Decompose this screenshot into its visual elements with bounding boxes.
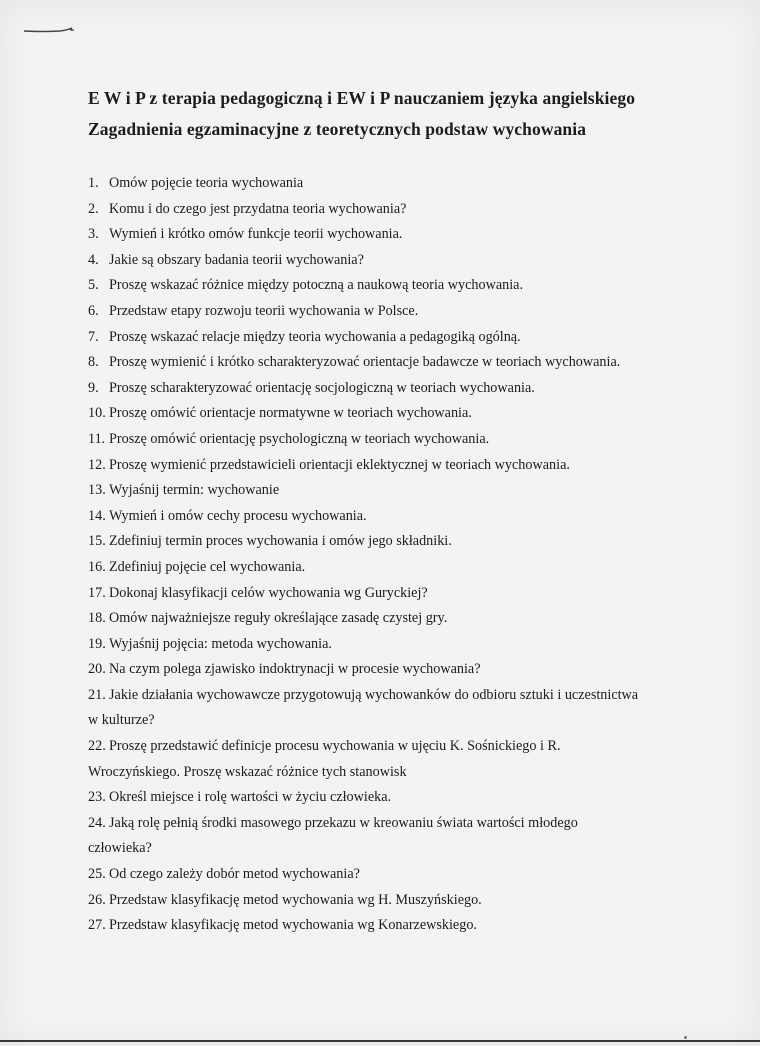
question-text: Przedstaw klasyfikację metod wychowania wg H. Muszyńskiego. xyxy=(109,891,482,908)
question-text: Zdefiniuj pojęcie cel wychowania. xyxy=(109,558,306,575)
question-text: Przedstaw klasyfikację metod wychowania wg Konarzewskiego. xyxy=(109,917,477,934)
question-number: 9. xyxy=(88,379,99,396)
question-text: Dokonaj klasyfikacji celów wychowania wg Guryckiej? xyxy=(109,584,428,601)
question-item xyxy=(88,401,678,427)
question-text: Proszę wymienić przedstawicieli orientacji eklektycznej w teoriach wychowania. xyxy=(109,456,570,473)
question-item xyxy=(88,581,678,607)
question-text: Określ miejsce i rolę wartości w życiu człowieka. xyxy=(109,789,392,806)
question-text: Na czym polega zjawisko indoktrynacji w procesie wychowania? xyxy=(109,661,481,678)
question-text: Komu i do czego jest przydatna teoria wychowania? xyxy=(109,200,407,217)
question-item xyxy=(88,555,678,581)
question-item xyxy=(88,504,678,530)
question-item xyxy=(88,862,678,888)
question-text: Zdefiniuj termin proces wychowania i omów jego składniki. xyxy=(109,533,452,550)
question-number: 8. xyxy=(88,354,99,371)
question-text: Wymień i krótko omów funkcje teorii wychowania. xyxy=(109,226,403,243)
question-text-continuation: Wroczyńskiego. Proszę wskazać różnice tych stanowisk xyxy=(88,763,407,780)
question-item xyxy=(88,350,678,376)
question-number: 17. xyxy=(88,584,106,601)
question-text: Omów pojęcie teoria wychowania xyxy=(109,175,304,191)
question-number: 26. xyxy=(88,891,106,908)
question-number: 3. xyxy=(88,226,99,243)
question-number: 16. xyxy=(88,558,106,575)
question-text: Proszę scharakteryzować orientację socjologiczną w teoriach wychowania. xyxy=(109,379,535,396)
question-number: 14. xyxy=(88,507,106,524)
question-number: 27. xyxy=(88,917,106,934)
question-text: Omów najważniejsze reguły określające zasadę czystej gry. xyxy=(109,610,448,627)
question-number: 23. xyxy=(88,789,106,806)
question-item xyxy=(88,785,678,811)
question-list xyxy=(88,171,678,939)
question-text: Wyjaśnij pojęcia: metoda wychowania. xyxy=(109,635,332,652)
pen-mark xyxy=(22,22,78,36)
question-item xyxy=(88,222,678,248)
question-number: 13. xyxy=(88,482,106,499)
question-item xyxy=(88,171,678,197)
question-number: 19. xyxy=(88,635,106,652)
question-number: 20. xyxy=(88,661,106,678)
question-text: Proszę przedstawić definicje procesu wychowania w ujęciu K. Sośnickiego i R. xyxy=(109,738,561,755)
question-item xyxy=(88,529,678,555)
question-number: 18. xyxy=(88,610,106,627)
question-number: 10. xyxy=(88,405,106,422)
document-subtitle: Zagadnienia egzaminacyjne z teoretycznych podstaw wychowania xyxy=(88,119,587,139)
question-number: 5. xyxy=(88,277,99,294)
page-bottom-edge xyxy=(0,1040,760,1042)
question-item xyxy=(88,888,678,914)
question-number: 2. xyxy=(88,200,99,217)
question-number: 6. xyxy=(88,302,99,319)
question-item xyxy=(88,734,678,785)
question-number: 1. xyxy=(88,175,99,191)
question-text: Proszę omówić orientację psychologiczną w teoriach wychowania. xyxy=(109,430,490,447)
question-number: 11. xyxy=(88,430,106,447)
question-item xyxy=(88,427,678,453)
question-item xyxy=(88,478,678,504)
question-item xyxy=(88,325,678,351)
question-text-continuation: w kulturze? xyxy=(88,712,155,729)
question-text: Wymień i omów cechy procesu wychowania. xyxy=(109,507,367,524)
question-text: Proszę wskazać różnice między potoczną a naukową teoria wychowania. xyxy=(109,277,524,294)
question-item xyxy=(88,197,678,223)
question-item xyxy=(88,248,678,274)
question-number: 24. xyxy=(88,814,106,831)
question-number: 7. xyxy=(88,328,99,345)
question-text-continuation: człowieka? xyxy=(88,840,152,857)
question-number: 12. xyxy=(88,456,106,473)
document-title: E W i P z terapia pedagogiczną i EW i P nauczaniem języka angielskiego xyxy=(88,88,636,108)
question-item xyxy=(88,376,678,402)
question-number: 25. xyxy=(88,866,106,883)
question-item xyxy=(88,453,678,479)
question-number: 15. xyxy=(88,533,106,550)
question-item xyxy=(88,632,678,658)
question-text: Od czego zależy dobór metod wychowania? xyxy=(109,866,360,883)
question-text: Przedstaw etapy rozwoju teorii wychowania w Polsce. xyxy=(109,302,419,319)
question-item xyxy=(88,657,678,683)
question-text: Proszę wskazać relacje między teoria wychowania a pedagogiką ogólną. xyxy=(109,328,521,345)
question-number: 22. xyxy=(88,738,106,755)
question-item xyxy=(88,299,678,325)
question-text: Jaką rolę pełnią środki masowego przekazu w kreowaniu świata wartości młodego xyxy=(109,814,578,831)
question-text: Proszę omówić orientacje normatywne w teoriach wychowania. xyxy=(109,405,472,422)
question-item xyxy=(88,273,678,299)
question-number: 4. xyxy=(88,251,99,268)
question-number: 21. xyxy=(88,686,106,703)
question-text: Jakie są obszary badania teorii wychowania? xyxy=(109,251,364,268)
question-text: Jakie działania wychowawcze przygotowują wychowanków do odbioru sztuki i uczestnictwa xyxy=(109,686,639,703)
question-item xyxy=(88,683,678,734)
question-item xyxy=(88,913,678,939)
scan-speck xyxy=(684,1036,687,1039)
question-item xyxy=(88,606,678,632)
question-text: Wyjaśnij termin: wychowanie xyxy=(109,482,280,499)
question-text: Proszę wymienić i krótko scharakteryzować orientacje badawcze w teoriach wychowania. xyxy=(109,354,621,371)
question-item xyxy=(88,811,678,862)
